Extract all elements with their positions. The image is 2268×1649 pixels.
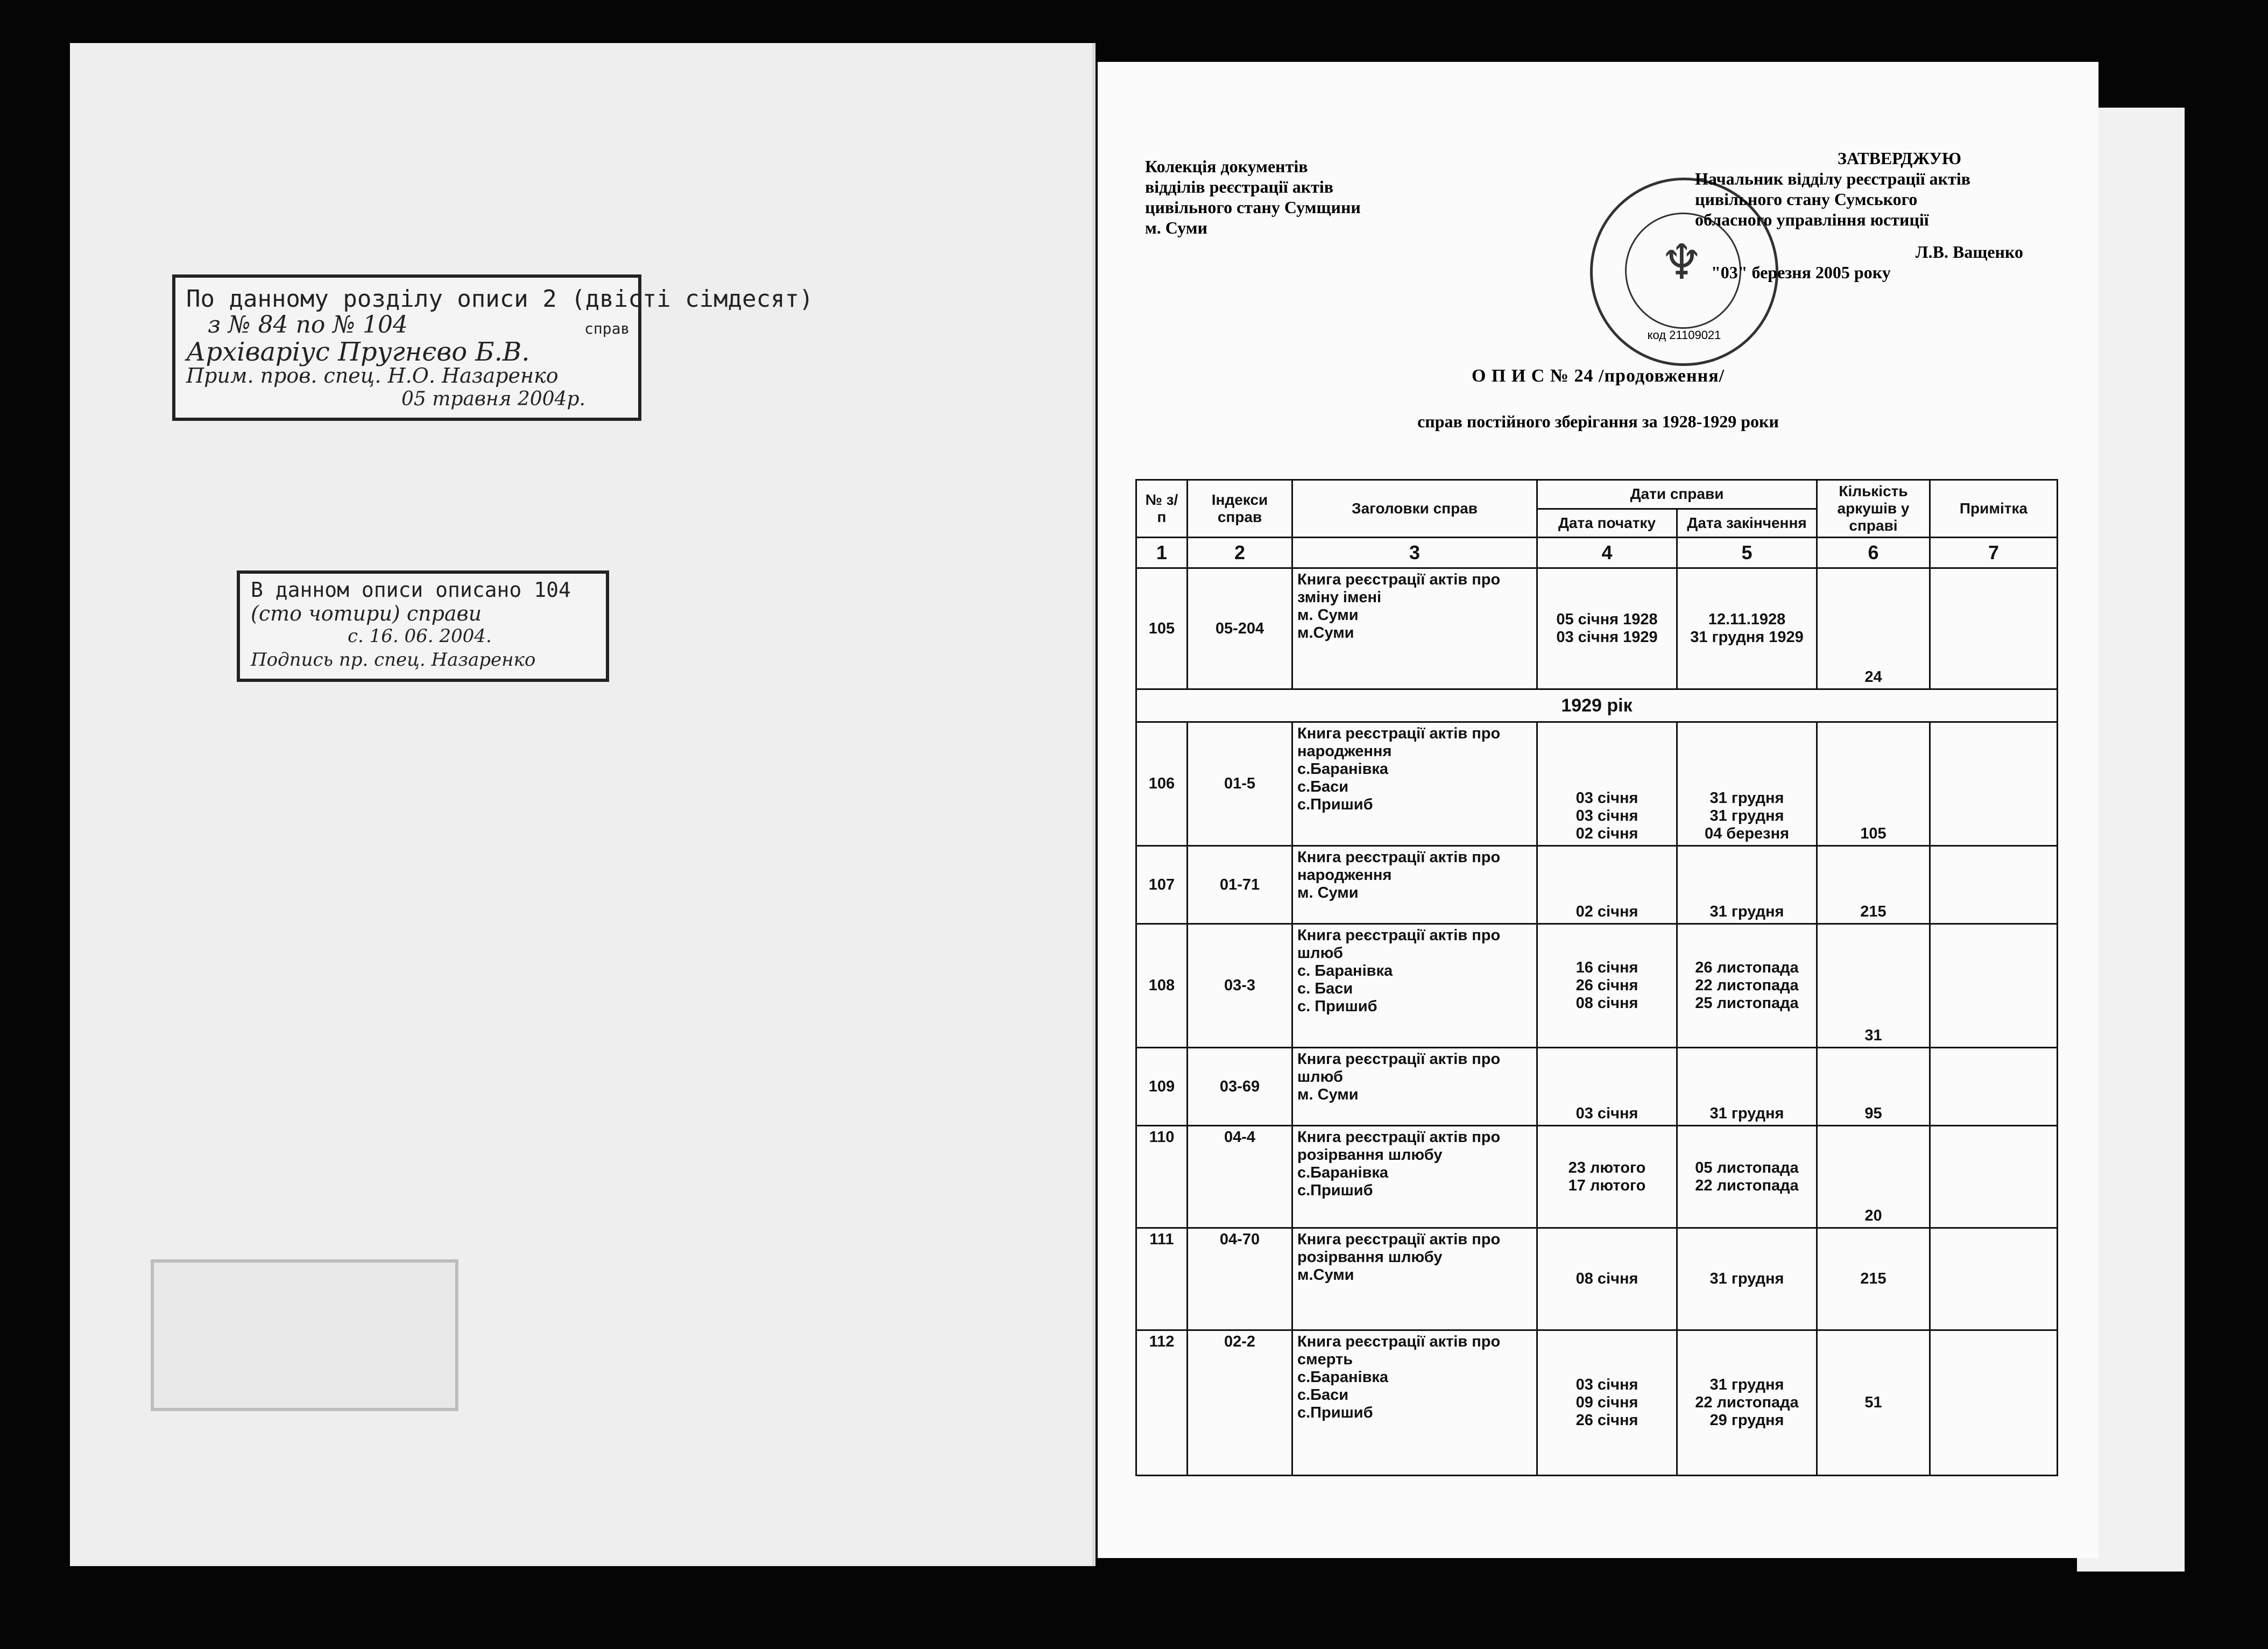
year-row: 1929 рік <box>1136 689 2058 722</box>
column-number: 6 <box>1817 538 1930 568</box>
column-number: 5 <box>1677 538 1817 568</box>
title-line: м.Суми <box>1297 1266 1354 1284</box>
title-line: м. Суми <box>1297 1086 1359 1103</box>
title-line: с.Пришиб <box>1297 1182 1373 1199</box>
title-line: м. Суми <box>1297 607 1359 624</box>
header-note: Примітка <box>1930 480 2058 538</box>
row-index: 01-5 <box>1188 722 1292 846</box>
title-line: зміну імені <box>1297 589 1382 606</box>
date-line: 22 листопада <box>1695 1176 1799 1194</box>
date-line: 25 листопада <box>1695 995 1799 1012</box>
row-start: 03 січня <box>1537 1048 1677 1126</box>
row-title <box>1292 1330 1537 1476</box>
approval-date: "03" березня 2005 року <box>1711 263 1891 282</box>
table-row <box>1136 1126 2058 1228</box>
stamp-line: з № 84 по № 104 <box>208 311 408 339</box>
title-line: шлюб <box>1297 1068 1343 1086</box>
row-note <box>1930 846 2058 924</box>
date-line: 31 грудня <box>1709 1376 1784 1393</box>
trident-icon: ♆ <box>1660 236 1704 290</box>
row-title <box>1292 846 1537 924</box>
title-line: с.Пришиб <box>1297 796 1373 813</box>
row-title <box>1292 722 1537 846</box>
date-line: 26 січня <box>1575 977 1638 994</box>
header-line: Колекція документів <box>1145 157 1308 176</box>
inventory-title: О П И С № 24 /продовження/ <box>1471 366 1725 386</box>
approver-name: Л.В. Ващенко <box>1915 242 2023 262</box>
table-row <box>1136 568 2058 689</box>
stamp-line: По данному розділу описи 2 (двісті сімдесят) <box>186 285 814 313</box>
collection-header <box>1145 156 1361 238</box>
date-line: 08 січня <box>1575 995 1638 1012</box>
row-note <box>1930 568 2058 689</box>
title-line: Книга реєстрації актів про <box>1297 725 1501 742</box>
row-start <box>1537 1126 1677 1228</box>
column-number: 2 <box>1188 538 1292 568</box>
row-title <box>1292 1048 1537 1126</box>
date-line: 16 січня <box>1575 959 1638 976</box>
header-dates: Дати справи <box>1537 480 1817 509</box>
stamp-line: В данном описи описано 104 <box>251 578 571 602</box>
column-number: 1 <box>1136 538 1188 568</box>
row-sheets: 215 <box>1817 1228 1930 1330</box>
title-line: Книга реєстрації актів про <box>1297 1051 1501 1068</box>
row-num: 109 <box>1136 1048 1188 1126</box>
row-sheets: 24 <box>1817 568 1930 689</box>
title-line: Книга реєстрації актів про <box>1297 927 1501 944</box>
approval-line: обласного управління юстиції <box>1695 210 1929 229</box>
date-line: 05 листопада <box>1695 1159 1799 1176</box>
title-line: м.Суми <box>1297 624 1354 642</box>
header-sheets: Кількість аркушів у справі <box>1817 480 1930 538</box>
title-line: розірвання шлюбу <box>1297 1146 1443 1164</box>
row-num: 105 <box>1136 568 1188 689</box>
table-row <box>1136 1228 2058 1330</box>
stamp-line: Прим. пров. спец. Н.О. Назаренко <box>186 364 559 387</box>
title-line: Книга реєстрації актів про <box>1297 1231 1501 1248</box>
row-end <box>1677 1126 1817 1228</box>
row-index: 04-70 <box>1188 1228 1292 1330</box>
stamp-line: справ <box>584 320 630 337</box>
date-line: 31 грудня 1929 <box>1690 629 1804 646</box>
table-row <box>1136 722 2058 846</box>
stamp-line: Подпись пр. спец. Назаренко <box>251 649 536 671</box>
row-num: 107 <box>1136 846 1188 924</box>
row-start: 02 січня <box>1537 846 1677 924</box>
row-index: 02-2 <box>1188 1330 1292 1476</box>
header-line: м. Суми <box>1145 218 1207 237</box>
title-line: с.Баси <box>1297 778 1349 795</box>
approval-block <box>1695 148 2039 283</box>
seal-code: код 21109021 <box>1647 328 1721 342</box>
title-line: Книга реєстрації актів про <box>1297 849 1501 866</box>
row-num: 108 <box>1136 924 1188 1048</box>
row-note <box>1930 1330 2058 1476</box>
date-line: 22 листопада <box>1695 977 1799 994</box>
title-line: шлюб <box>1297 945 1343 962</box>
row-sheets: 20 <box>1817 1126 1930 1228</box>
date-line: 26 листопада <box>1695 959 1799 976</box>
table-row <box>1136 846 2058 924</box>
date-line: 02 січня <box>1575 825 1638 842</box>
certification-stamp <box>172 274 814 421</box>
date-line: 09 січня <box>1575 1394 1638 1411</box>
row-sheets: 95 <box>1817 1048 1930 1126</box>
row-title <box>1292 1126 1537 1228</box>
approval-title: ЗАТВЕРДЖУЮ <box>1837 149 1962 168</box>
date-line: 29 грудня <box>1709 1412 1784 1429</box>
stamp-line: 05 травня 2004р. <box>401 388 585 410</box>
row-title <box>1292 568 1537 689</box>
stamp-line: (сто чотири) справи <box>251 602 482 625</box>
title-line: с. Баранівка <box>1297 962 1393 979</box>
row-num: 110 <box>1136 1126 1188 1228</box>
row-end: 31 грудня <box>1677 1228 1817 1330</box>
row-start: 08 січня <box>1537 1228 1677 1330</box>
inventory-subtitle: справ постійного зберігання за 1928-1929 роки <box>1417 412 1779 431</box>
row-num: 106 <box>1136 722 1188 846</box>
header-date-end: Дата закінчення <box>1677 509 1817 538</box>
row-index: 01-71 <box>1188 846 1292 924</box>
row-index: 03-3 <box>1188 924 1292 1048</box>
row-start <box>1537 924 1677 1048</box>
header-line: відділів реєстрації актів <box>1145 177 1334 196</box>
date-line: 12.11.1928 <box>1708 611 1786 628</box>
date-line: 04 березня <box>1704 825 1790 842</box>
row-index: 05-204 <box>1188 568 1292 689</box>
date-line: 03 січня <box>1575 790 1638 807</box>
row-note <box>1930 924 2058 1048</box>
header-index: Індекси справ <box>1188 480 1292 538</box>
stamp-line: Архіваріус Пругнєво Б.В. <box>186 337 530 367</box>
table-row <box>1136 924 2058 1048</box>
title-line: с. Пришиб <box>1297 998 1377 1015</box>
title-line: с.Пришиб <box>1297 1404 1373 1421</box>
approval-line: Начальник відділу реєстрації актів <box>1695 169 1970 188</box>
column-number: 3 <box>1292 538 1537 568</box>
table-row <box>1136 1048 2058 1126</box>
row-end: 31 грудня <box>1677 846 1817 924</box>
title-line: смерть <box>1297 1351 1353 1368</box>
column-number: 4 <box>1537 538 1677 568</box>
row-title <box>1292 1228 1537 1330</box>
title-line: с.Баранівка <box>1297 1164 1389 1181</box>
title-line: с.Баранівка <box>1297 1369 1389 1386</box>
row-sheets: 105 <box>1817 722 1930 846</box>
row-note <box>1930 722 2058 846</box>
date-line: 05 січня 1928 <box>1556 611 1658 628</box>
row-start <box>1537 722 1677 846</box>
table-row <box>1136 1330 2058 1476</box>
date-line: 23 лютого <box>1568 1159 1646 1176</box>
faded-stamp <box>151 1259 458 1411</box>
header-line: цивільного стану Сумщини <box>1145 198 1361 217</box>
title-line: народження <box>1297 743 1392 760</box>
row-end <box>1677 1330 1817 1476</box>
header-num: № з/п <box>1136 480 1188 538</box>
date-line: 03 січня <box>1575 807 1638 824</box>
row-end: 31 грудня <box>1677 1048 1817 1126</box>
inventory-table <box>1135 479 2058 1476</box>
header-titles: Заголовки справ <box>1292 480 1537 538</box>
row-start <box>1537 568 1677 689</box>
title-line: с. Баси <box>1297 980 1353 997</box>
row-num: 112 <box>1136 1330 1188 1476</box>
title-line: с.Баранівка <box>1297 760 1389 778</box>
date-line: 03 січня <box>1575 1376 1638 1393</box>
date-line: 03 січня 1929 <box>1556 629 1658 646</box>
title-line: розірвання шлюбу <box>1297 1249 1443 1266</box>
date-line: 31 грудня <box>1709 807 1784 824</box>
row-note <box>1930 1126 2058 1228</box>
row-title <box>1292 924 1537 1048</box>
row-note <box>1930 1048 2058 1126</box>
row-end <box>1677 722 1817 846</box>
row-note <box>1930 1228 2058 1330</box>
row-sheets: 31 <box>1817 924 1930 1048</box>
title-line: с.Баси <box>1297 1386 1349 1404</box>
title-line: народження <box>1297 866 1392 884</box>
column-number: 7 <box>1930 538 2058 568</box>
count-stamp <box>237 570 609 682</box>
date-line: 22 листопада <box>1695 1394 1799 1411</box>
title-line: м. Суми <box>1297 884 1359 901</box>
row-index: 03-69 <box>1188 1048 1292 1126</box>
header-date-start: Дата початку <box>1537 509 1677 538</box>
title-line: Книга реєстрації актів про <box>1297 1129 1501 1146</box>
title-line: Книга реєстрації актів про <box>1297 1333 1501 1350</box>
row-start <box>1537 1330 1677 1476</box>
date-line: 26 січня <box>1575 1412 1638 1429</box>
title-line: Книга реєстрації актів про <box>1297 571 1501 588</box>
date-line: 17 лютого <box>1568 1176 1646 1194</box>
row-sheets: 215 <box>1817 846 1930 924</box>
row-num: 111 <box>1136 1228 1188 1330</box>
date-line: 31 грудня <box>1709 790 1784 807</box>
row-index: 04-4 <box>1188 1126 1292 1228</box>
approval-line: цивільного стану Сумського <box>1695 189 1918 209</box>
row-sheets: 51 <box>1817 1330 1930 1476</box>
stamp-line: с. 16. 06. 2004. <box>348 625 492 647</box>
row-end <box>1677 924 1817 1048</box>
row-end <box>1677 568 1817 689</box>
